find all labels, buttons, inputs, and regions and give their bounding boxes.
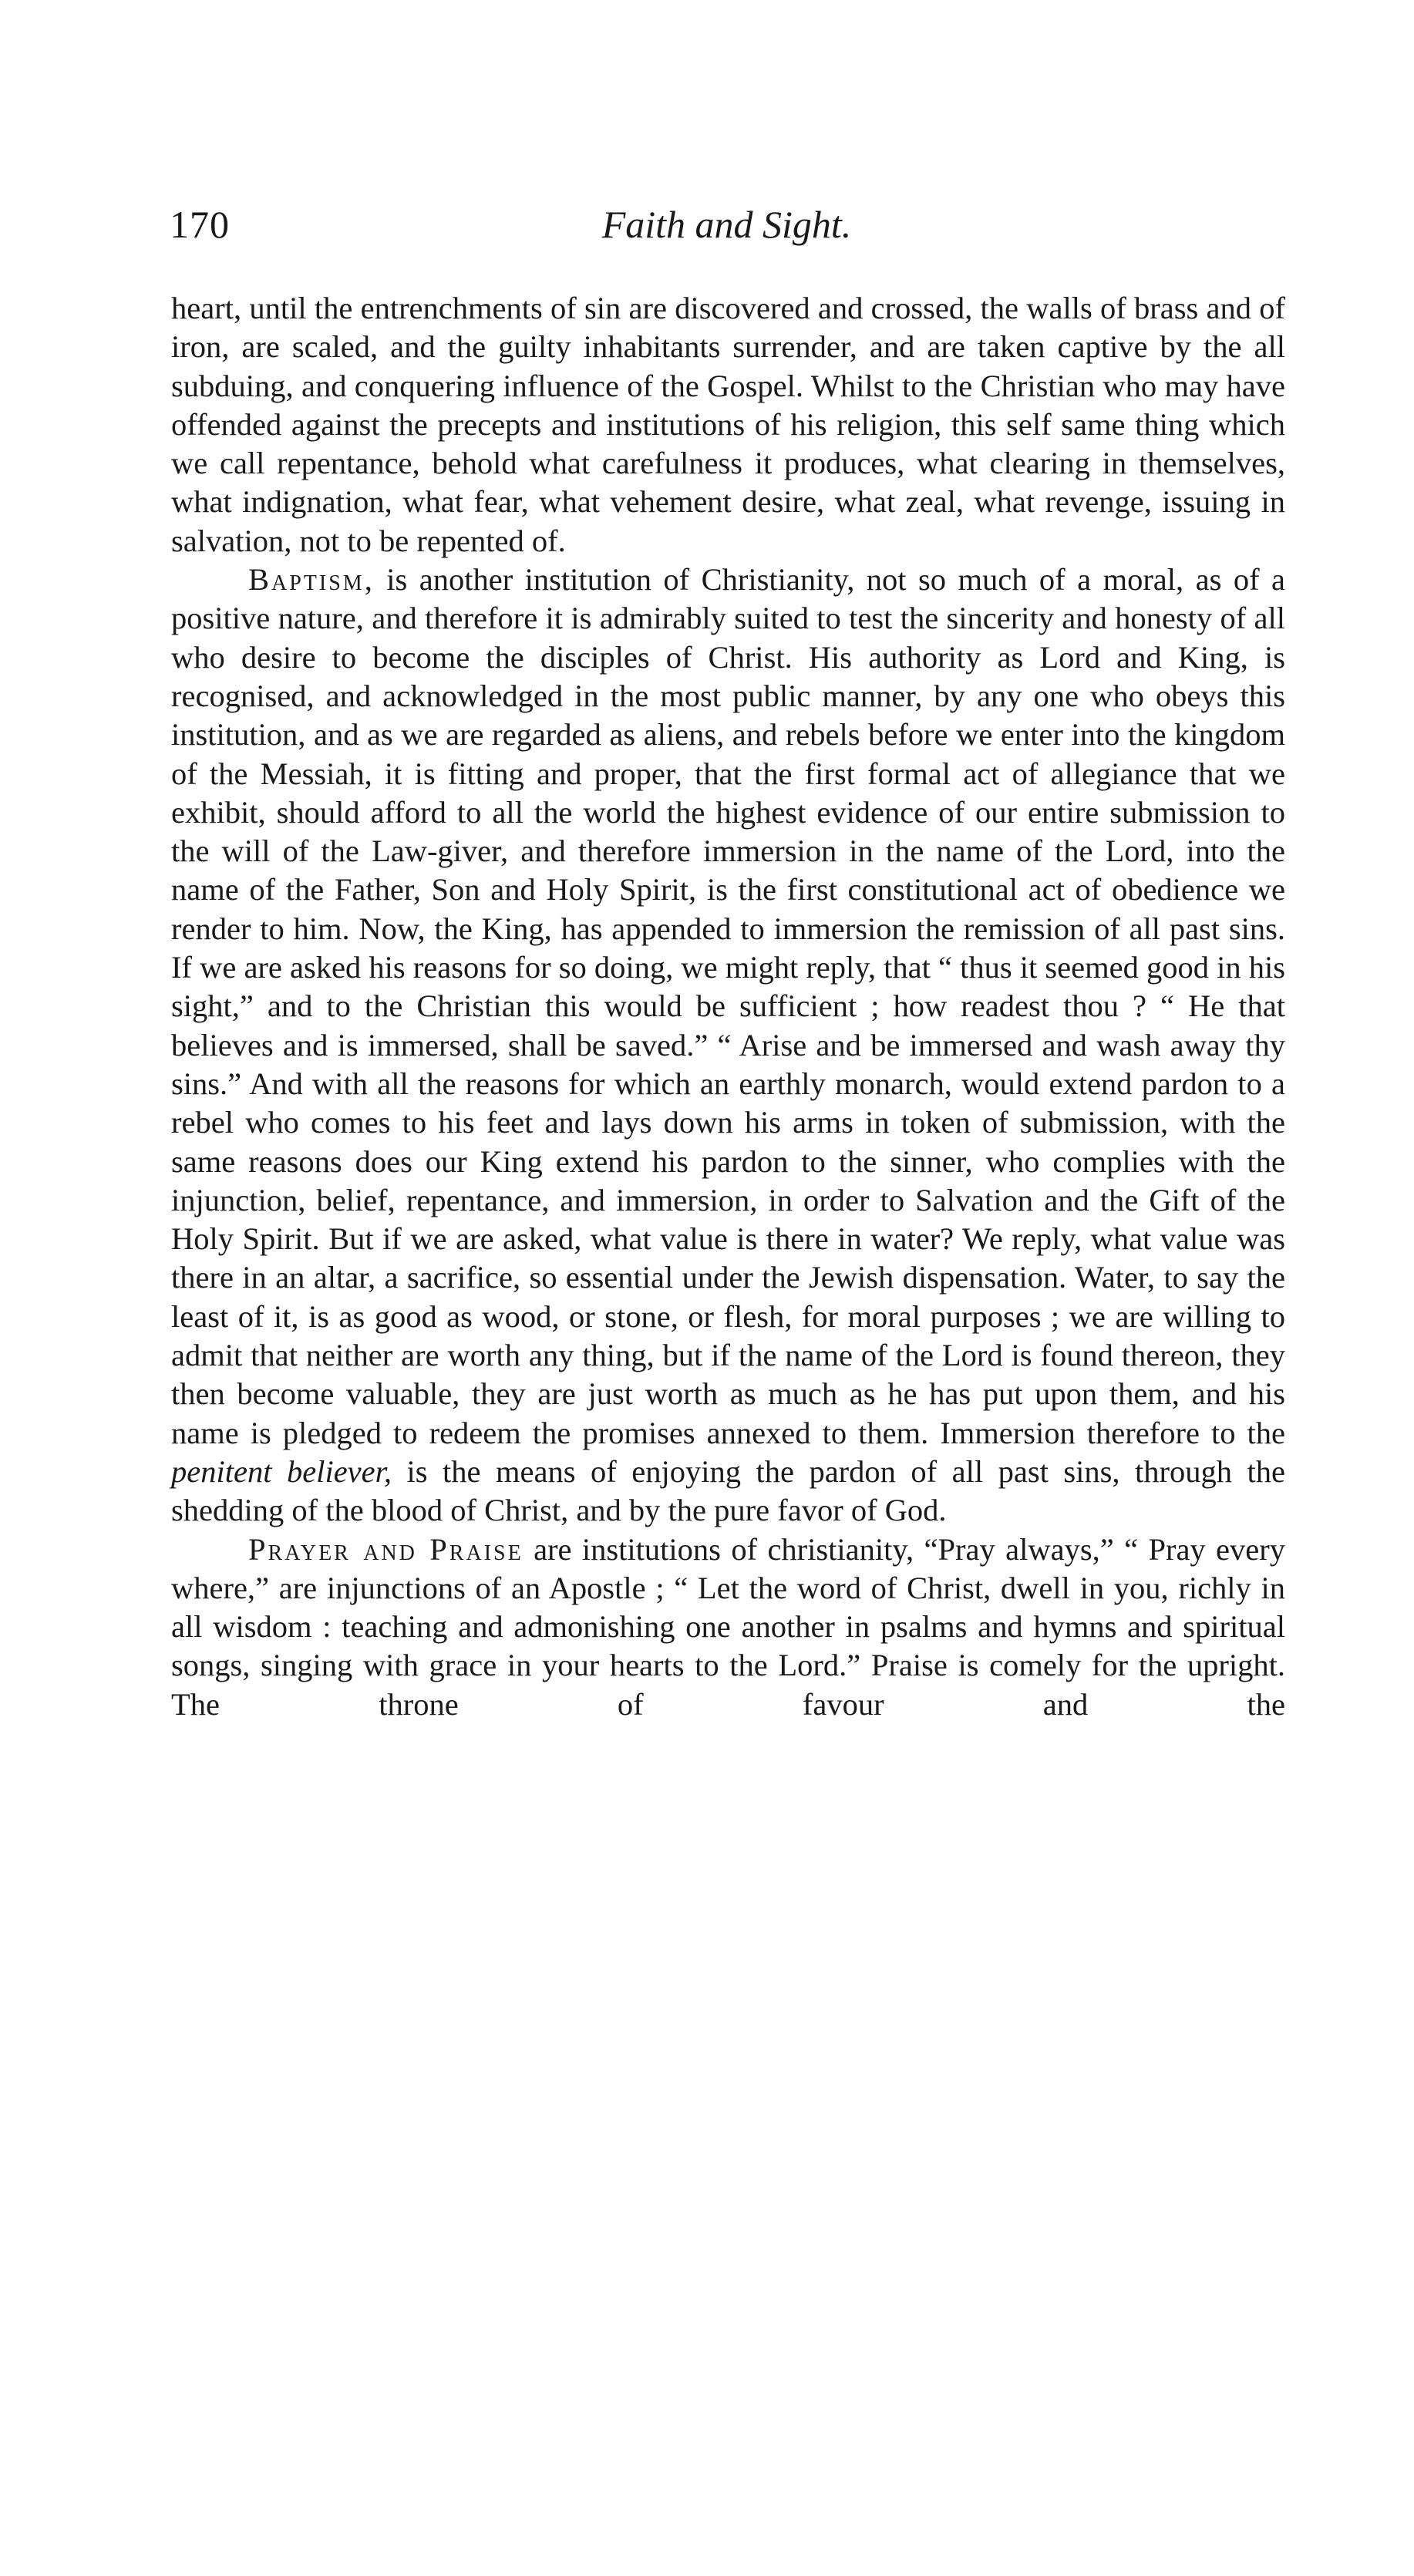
section-lead-prayer-and-praise: Prayer and Praise: [248, 1531, 524, 1567]
paragraph-text: is another institution of Christianity, not so much of a moral, as of a positive nature, and therefore it is admirably suited to test the sincerity and honesty of all who desire to become the disciples of Christ. His authority as Lord and King, is recognised, and acknowledged in the most public manner, by any one who obeys this institution, and as we are regarded as aliens, and rebels before we enter into the kingdom of the Messiah, it is fitting and proper, that the first formal act of allegiance that we exhibit, should afford to all the world the highest evidence of our entire submission to the will of the Law-giver, and therefore immersion in the name of the Lord, into the name of the Father, Son and Holy Spirit, is the first constitutional act of obedience we render to him. Now, the King, has appended to immersion the remission of all past sins. If we are asked his reasons for so doing, we might reply, that “ thus it seemed good in his sight,” and to the Christian this would be sufficient ; how readest thou ? “ He that believes and is immersed, shall be saved.” “ Arise and be immersed and wash away thy sins.” And with all the reasons for which an earthly monarch, would extend pardon to a rebel who comes to his feet and lays down his arms in token of submission, with the same reasons does our King extend his pardon to the sinner, who complies with the injunction, belief, repentance, and immersion, in order to Salvation and the Gift of the Holy Spirit. But if we are asked, what value is there in water? We reply, what value was there in an altar, a sacrifice, so essential under the Jewish dispensation. Water, to say the least of it, is as good as wood, or stone, or flesh, for moral purposes ; we are willing to admit that neither are worth any thing, but if the name of the Lord is found thereon, they then become valuable, they are just worth as much as he has put upon them, and his name is pledged to redeem the promises annexed to them. Immersion therefore to the: [171, 562, 1285, 1450]
paragraph-text: are institutions of christianity, “Pray always,” “ Pray every where,” are injunctions of an Apostle ; “ Let the word of Christ, dwell in you, richly in all wisdom : teaching and admonishing one another in psalms and hymns and spiritual songs, singing with grace in your hearts to the Lord.” Praise is comely for the upright. The throne of favour and the: [171, 1531, 1285, 1722]
paragraph-text-continued: is the means of enjoying the pardon of all past sins, through the shedding of the blood of Christ, and by the pure favor of God.: [171, 1453, 1286, 1528]
paragraph-baptism: [171, 561, 1285, 1530]
paragraph-prayer-and-praise: [171, 1530, 1285, 1724]
emphasis-penitent-believer: penitent believer,: [171, 1453, 392, 1489]
paragraph-repentance-continued: [171, 289, 1285, 561]
section-lead-baptism: Baptism,: [248, 562, 375, 598]
body-text: [171, 289, 1285, 1724]
running-title: Faith and Sight.: [601, 203, 852, 246]
paragraph-text: heart, until the entrenchments of sin are discovered and crossed, the walls of brass and of iron, are scaled, and the guilty inhabitants surrender, and are taken captive by the all subduing, and conquering influence of the Gospel. Whilst to the Christian who may have offended against the precepts and institutions of his religion, this self same thing which we call repentance, behold what carefulness it produces, what clearing in themselves, what indignation, what fear, what vehement desire, what zeal, what revenge, issuing in salvation, not to be repented of.: [171, 291, 1285, 558]
page-number: 170: [170, 203, 230, 246]
running-head: [170, 202, 1284, 271]
